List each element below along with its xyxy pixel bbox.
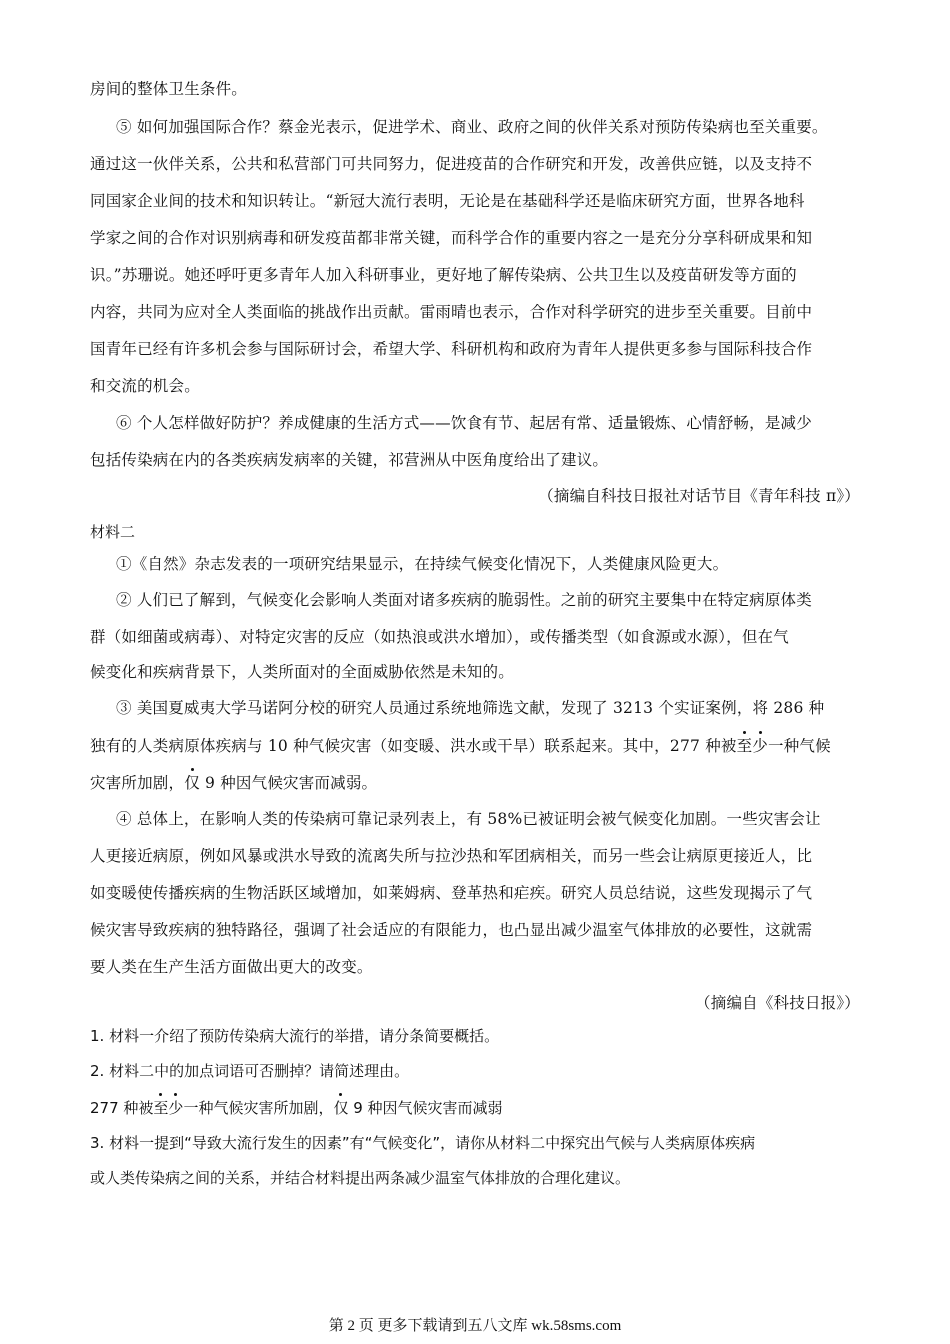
paragraph-line: 房间的整体卫生条件。 bbox=[90, 80, 248, 98]
paragraph-line: 群（如细菌或病毒）、对特定灾害的反应（如热浪或洪水增加），或传播类型（如食源或水源），但在气 bbox=[90, 628, 789, 646]
text-run: 9 种因气候灾害而减弱 bbox=[348, 1099, 503, 1117]
paragraph-line: 内容，共同为应对全人类面临的挑战作出贡献。雷雨晴也表示，合作对科学研究的进步至关重要。目前中 bbox=[90, 303, 813, 321]
source-citation: （摘编自《科技日报》） bbox=[695, 994, 860, 1012]
question-3-cont: 或人类传染病之间的关系，并结合材料提出两条减少温室气体排放的合理化建议。 bbox=[90, 1169, 631, 1187]
text-run: 9 种因气候灾害而减弱。 bbox=[199, 774, 378, 792]
paragraph-line: 同国家企业间的技术和知识转让。“新冠大流行表明，无论是在基础科学还是临床研究方面，世界各地科 bbox=[90, 192, 805, 210]
paragraph-line bbox=[90, 772, 950, 794]
source-citation: （摘编自科技日报社对话节目《青年科技 π》） bbox=[538, 487, 860, 505]
question-1: 1. 材料一介绍了预防传染病大流行的举措，请分条简要概括。 bbox=[90, 1027, 500, 1045]
paragraph-line: ③ 美国夏威夷大学马诺阿分校的研究人员通过系统地筛选文献，发现了 3213 个实证案例，将 286 种 bbox=[116, 699, 825, 717]
paragraph-line: 和交流的机会。 bbox=[90, 377, 200, 395]
emphasis-dot-word: 至 bbox=[153, 1099, 169, 1117]
paragraph-line: 要人类在生产生活方面做出更大的改变。 bbox=[90, 958, 373, 976]
emphasis-dot-word: 少 bbox=[168, 1099, 184, 1117]
emphasis-dot-word: 仅 bbox=[184, 774, 200, 792]
paragraph-line: 包括传染病在内的各类疾病发病率的关键，祁营洲从中医角度给出了建议。 bbox=[90, 451, 609, 469]
paragraph-line: ①《自然》杂志发表的一项研究结果显示，在持续气候变化情况下，人类健康风险更大。 bbox=[116, 555, 729, 573]
paragraph-line: 学家之间的合作对识别病毒和研发疫苗都非常关键，而科学合作的重要内容之一是充分分享科研成果和知 bbox=[90, 229, 813, 247]
question-2: 2. 材料二中的加点词语可否删掉？请简述理由。 bbox=[90, 1062, 410, 1080]
text-run: 一种气候灾害所加剧， bbox=[183, 1099, 334, 1117]
paragraph-line: 通过这一伙伴关系，公共和私营部门可共同努力，促进疫苗的合作研究和开发，改善供应链，以及支持不 bbox=[90, 155, 813, 173]
paragraph-line: 候变化和疾病背景下，人类所面对的全面威胁依然是未知的。 bbox=[90, 663, 514, 681]
text-run: 一种气候 bbox=[768, 737, 831, 755]
paragraph-line: 候灾害导致疾病的独特路径，强调了社会适应的有限能力，也凸显出减少温室气体排放的必要性，这就需 bbox=[90, 921, 813, 939]
page-footer: 第 2 页 更多下载请到五八文库 wk.58sms.com bbox=[328, 1318, 622, 1334]
paragraph-line bbox=[90, 735, 950, 757]
question-2-quote bbox=[90, 1097, 950, 1119]
text-run: 灾害所加剧， bbox=[90, 774, 185, 792]
paragraph-line: ⑤ 如何加强国际合作？蔡金光表示，促进学术、商业、政府之间的伙伴关系对预防传染病也至关重要。 bbox=[116, 118, 828, 136]
paragraph-line: 如变暖使传播疾病的生物活跃区域增加，如莱姆病、登革热和疟疾。研究人员总结说，这些发现揭示了气 bbox=[90, 884, 813, 902]
emphasis-dot-word: 至 bbox=[736, 737, 753, 755]
question-3: 3. 材料一提到“导致大流行发生的因素”有“气候变化”，请你从材料二中探究出气候与人类病原体疾病 bbox=[90, 1134, 756, 1152]
section-heading: 材料二 bbox=[90, 523, 136, 541]
paragraph-line: ② 人们已了解到，气候变化会影响人类面对诸多疾病的脆弱性。之前的研究主要集中在特定病原体类 bbox=[116, 591, 812, 609]
paragraph-line: 识。”苏珊说。她还呼吁更多青年人加入科研事业，更好地了解传染病、公共卫生以及疫苗研发等方面的 bbox=[90, 266, 797, 284]
emphasis-dot-word: 仅 bbox=[333, 1099, 349, 1117]
emphasis-dot-word: 少 bbox=[752, 737, 768, 755]
paragraph-line: ④ 总体上，在影响人类的传染病可靠记录列表上，有 58%已被证明会被气候变化加剧。一些灾害会让 bbox=[116, 810, 821, 828]
text-run: 独有的人类病原体疾病与 10 种气候灾害（如变暖、洪水或干旱）联系起来。其中，277 种被 bbox=[90, 737, 737, 755]
text-run: 277 种被 bbox=[90, 1099, 154, 1117]
paragraph-line: ⑥ 个人怎样做好防护？养成健康的生活方式——饮食有节、起居有常、适量锻炼、心情舒畅，是减少 bbox=[116, 414, 812, 432]
paragraph-line: 国青年已经有许多机会参与国际研讨会，希望大学、科研机构和政府为青年人提供更多参与国际科技合作 bbox=[90, 340, 813, 358]
paragraph-line: 人更接近病原，例如风暴或洪水导致的流离失所与拉沙热和军团病相关，而另一些会让病原更接近人，比 bbox=[90, 847, 813, 865]
